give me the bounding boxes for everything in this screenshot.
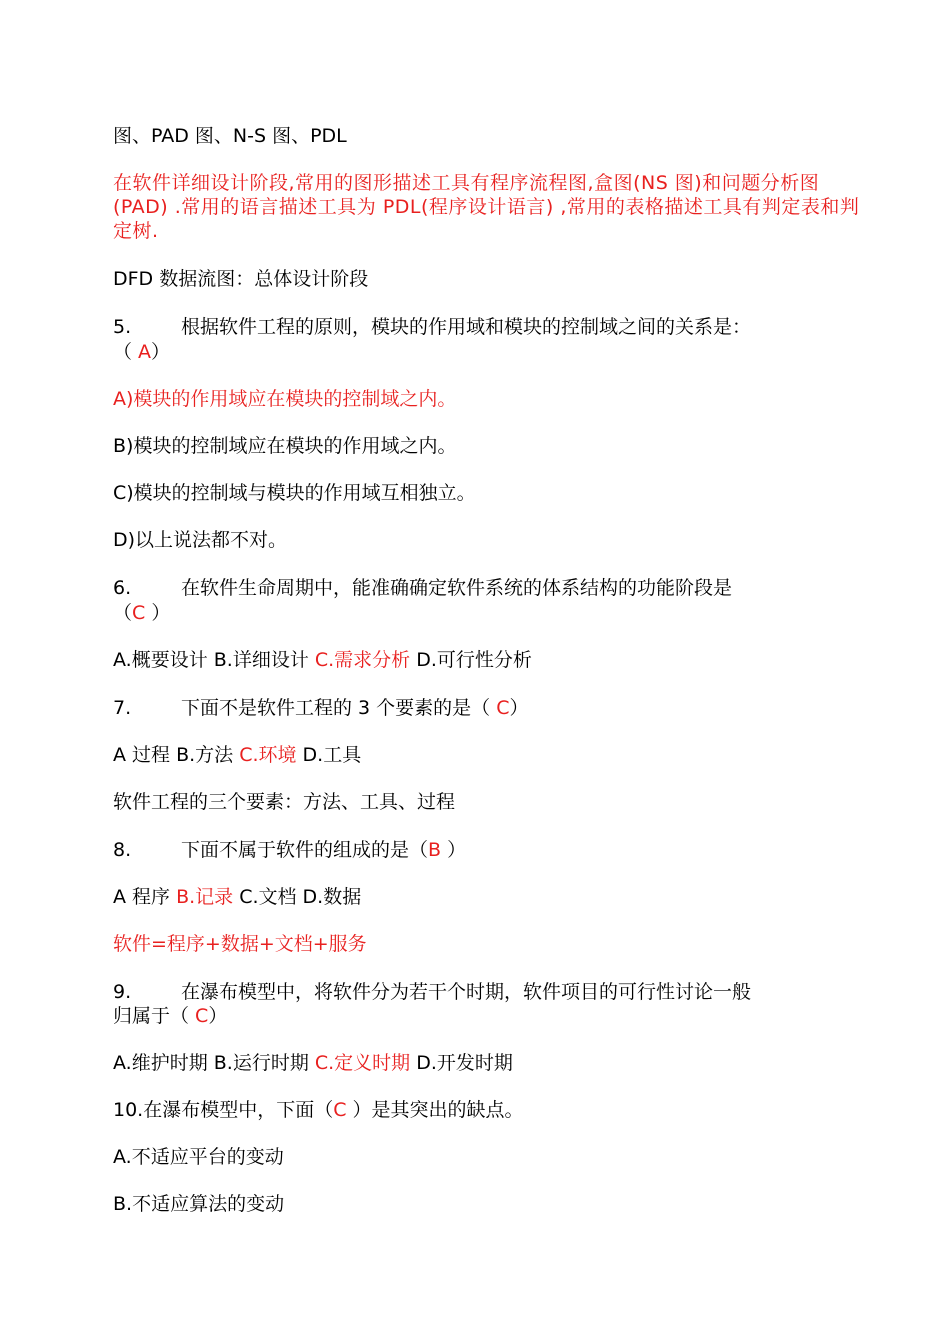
- answer-letter: C: [333, 1099, 347, 1121]
- paren-close: ）: [151, 341, 171, 363]
- option-b: B.详细设计: [213, 649, 315, 671]
- question-7: [113, 696, 863, 720]
- option-d: D.开发时期: [410, 1052, 513, 1074]
- question-text: 根据软件工程的原则，模块的作用域和模块的控制域之间的关系是：: [181, 316, 752, 338]
- question-text-cont: 归属于（: [113, 1005, 196, 1027]
- question-text: 下面不属于软件的组成的是（: [181, 839, 429, 861]
- note-line: 软件工程的三个要素：方法、工具、过程: [113, 791, 456, 813]
- note-paragraph: 在软件详细设计阶段,常用的图形描述工具有程序流程图,盒图(NS 图)和问题分析图(PAD) .常用的语言描述工具为 PDL(程序设计语言) ,常用的表格描述工具有判定表和判定树.: [113, 172, 860, 242]
- option-d: D.工具: [296, 744, 362, 766]
- paren-close: ）: [441, 839, 467, 861]
- question-8: [113, 838, 863, 862]
- question-number: 7.: [113, 697, 132, 719]
- option-d: D)以上说法都不对。: [113, 529, 288, 551]
- option-c: C.文档: [233, 886, 297, 908]
- option-a: A 过程: [113, 744, 177, 766]
- answer-letter: C: [195, 1005, 209, 1027]
- question-number: 9.: [113, 981, 132, 1003]
- option-c: C.定义时期: [314, 1052, 411, 1074]
- question-number: 5.: [113, 316, 132, 338]
- option-b: B.不适应算法的变动: [113, 1193, 285, 1215]
- question-5: [113, 315, 863, 339]
- option-b: B.运行时期: [213, 1052, 315, 1074]
- paren-close: ）: [145, 602, 171, 624]
- option-d: D.可行性分析: [410, 649, 532, 671]
- question-10: [113, 1098, 863, 1122]
- question-6-options: [113, 648, 863, 672]
- question-6-answer: [113, 601, 863, 625]
- question-7-options: [113, 743, 863, 767]
- answer-letter: C: [132, 602, 146, 624]
- answer-letter: A: [138, 341, 152, 363]
- option-a: A 程序: [113, 886, 177, 908]
- question-6: [113, 576, 863, 600]
- paren-open: （: [113, 602, 133, 624]
- question-text-cont: ）是其突出的缺点。: [346, 1099, 524, 1121]
- paren-close: ）: [509, 697, 529, 719]
- question-text: 在瀑布模型中，将软件分为若干个时期，软件项目的可行性讨论一般: [181, 981, 752, 1003]
- text-line: DFD 数据流图：总体设计阶段: [113, 268, 369, 290]
- option-d: D.数据: [296, 886, 362, 908]
- paren-close: ）: [208, 1005, 228, 1027]
- question-5-answer: [113, 340, 863, 364]
- question-8-options: [113, 885, 863, 909]
- option-b: B.记录: [176, 886, 234, 908]
- option-a: A.维护时期: [113, 1052, 214, 1074]
- option-b: B.方法: [176, 744, 240, 766]
- paren-open: （: [113, 341, 139, 363]
- question-9-options: [113, 1051, 863, 1075]
- text-line: 图、PAD 图、N-S 图、PDL: [113, 125, 347, 147]
- answer-letter: B: [428, 839, 442, 861]
- question-text: 下面不是软件工程的 3 个要素的是（: [181, 697, 497, 719]
- option-b: B)模块的控制域应在模块的作用域之内。: [113, 435, 457, 457]
- option-c: C.需求分析: [314, 649, 411, 671]
- question-number: 8.: [113, 839, 132, 861]
- option-c: C.环境: [239, 744, 297, 766]
- note-line: 软件=程序+数据+文档+服务: [113, 933, 367, 955]
- question-text: 10.在瀑布模型中，下面（: [113, 1099, 334, 1121]
- question-text: 在软件生命周期中，能准确确定软件系统的体系结构的功能阶段是: [181, 577, 733, 599]
- option-a: A.不适应平台的变动: [113, 1146, 284, 1168]
- question-number: 6.: [113, 577, 132, 599]
- option-a: A)模块的作用域应在模块的控制域之内。: [113, 388, 457, 410]
- option-c: C)模块的控制域与模块的作用域互相独立。: [113, 482, 476, 504]
- option-a: A.概要设计: [113, 649, 214, 671]
- question-9: [113, 980, 863, 1004]
- answer-letter: C: [496, 697, 510, 719]
- question-9-answer: [113, 1004, 863, 1028]
